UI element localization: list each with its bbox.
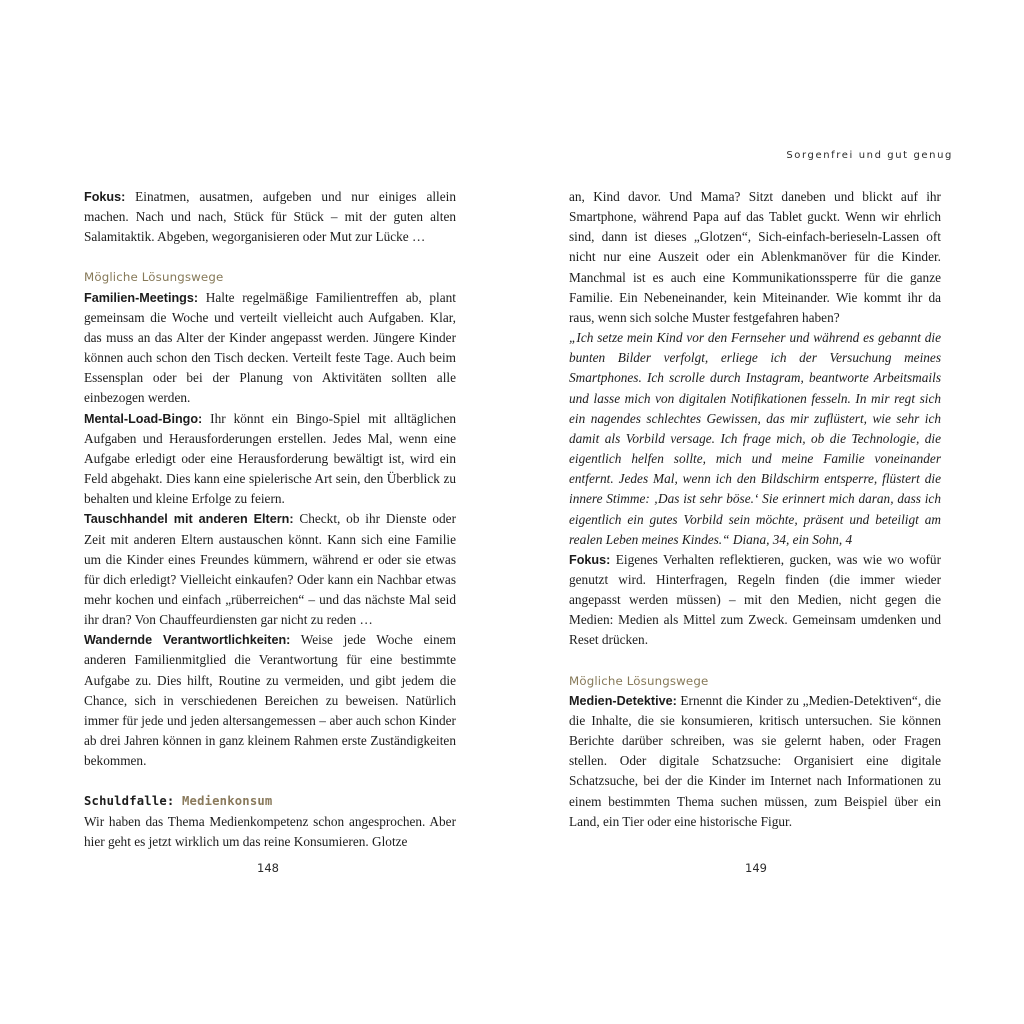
item-text: Halte regelmäßige Familientreffen ab, plant gemeinsam die Woche und verteilt vielleicht auch Aufgaben. Klar, das muss an das Alter der Kinder angepasst werden. Jüngere Kinder können auch schon den Tisch decken. Verteilt feste Tage. Auch beim Essensplan oder bei der Planung von Aktivitäten sollten alle einbezogen werden. xyxy=(84,289,456,406)
running-head: Sorgenfrei und gut genug xyxy=(786,150,953,161)
box-heading-accent: Medienkonsum xyxy=(182,794,273,809)
fokus-label: Fokus: xyxy=(84,190,126,204)
item-term: Familien-Meetings: xyxy=(84,290,199,305)
box-heading xyxy=(84,791,456,811)
item-term: Tauschhandel mit anderen Eltern: xyxy=(84,512,294,527)
testimonial-quote: „Ich setze mein Kind vor den Fernseher und während es gebannt die bunten Bilder verfolgt, erliege ich der Versuchung meines Smartphones. Ich scrolle durch Instagram, beantworte Arbeitsmails und lasse mich von digitalen Notifikationen fesseln. In mir regt sich ein nagendes schlechtes Gewissen, das mir zuflüstert, wie sehr ich damit als Vorbild versage. Ich frage mich, ob die Technologie, die eigentlich helfen sollte, mich und meine Familie voneinander entfernt. Jedes Mal, wenn ich den Bildschirm entsperre, flüstert die innere Stimme: ‚Das ist sehr böse.‘ Sie erinnert mich daran, dass ich eigentlich ein gutes Vorbild sein möchte, präsent und beteiligt am realen Leben meines Kindes.“ Diana, 34, ein Sohn, 4 xyxy=(569,330,941,547)
section-heading: Mögliche Lösungswege xyxy=(569,673,709,688)
item-text: Ernennt die Kinder zu „Medien-Detektiven“, die die Inhalte, die sie konsumieren, kritisch untersuchen. Sie können Berichte darüber schreiben, was sie gelernt haben, oder Fragen stellen. Oder digitale Schatzsuche: Organisiert eine digitale Schatzsuche, bei der die Kinder im Internet nach Informationen zu einem bestimmten Thema suchen müssen, zum Beispiel über ein Land, ein Tier oder eine historische Figur. xyxy=(569,692,941,829)
fokus-label: Fokus: xyxy=(569,552,611,567)
left-text-block xyxy=(84,187,456,852)
item-text: Ihr könnt ein Bingo-Spiel mit alltäglichen Aufgaben und Herausforderungen erstellen. Jedes Mal, wenn eine Aufgabe erledigt oder eine Herausforderung bewältigt ist, wird ein Feld abgehakt. Dies kann eine spielerische Art sein, den Überblick zu behalten und kleine Erfolge zu feiern. xyxy=(84,410,456,507)
fokus-paragraph xyxy=(84,187,456,247)
list-item xyxy=(84,409,456,510)
list-item xyxy=(84,288,456,409)
continuation-paragraph: an, Kind davor. Und Mama? Sitzt daneben und blickt auf ihr Smartphone, während Papa auf das Tablet guckt. Wenn wir ehrlich sind, dann ist dieses „Glotzen“, Sich-einfach-berieseln-Lassen oft nicht nur eine Auszeit oder ein Ablenkmanöver für die Kinder. Manchmal ist es auch eine Kommunikationssperre für die ganze Familie. Ein Nebeneinander, kein Miteinander. Wie kommt ihr da raus, wenn sich solche Muster festgefahren haben? xyxy=(569,189,941,325)
page-number-left: 148 xyxy=(257,861,279,875)
fokus-text: Eigenes Verhalten reflektieren, gucken, was wie wo wofür genutzt wird. Hinterfragen, Regeln finden (die immer wieder angepasst werden müssen) – mit den Medien, nicht gegen die Medien: Medien als Mittel zum Zweck. Gemeinsam umdenken und Reset drücken. xyxy=(569,551,941,648)
right-page xyxy=(512,0,1024,1024)
item-text: Checkt, ob ihr Dienste oder Zeit mit anderen Eltern austauschen könnt. Kann sich eine Familie um die Kinder eines Freundes kümmern, während er oder sie etwas für dich erledigt? Vielleicht einkaufen? Oder kann ein Nachbar etwas mehr kochen und einfach „rüberreichen“ – und das nächste Mal seid ihr dran? Von Chauffeurdiensten gar nicht zu reden … xyxy=(84,511,456,628)
box-heading-prefix: Schuldfalle: xyxy=(84,794,182,809)
fokus-text: Einatmen, ausatmen, aufgeben und nur einiges allein machen. Nach und nach, Stück für Stück – mit der guten alten Salamitaktik. Abgeben, wegorganisieren oder Mut zur Lücke … xyxy=(84,189,456,245)
list-item xyxy=(84,630,456,771)
item-term: Medien-Detektive: xyxy=(569,693,677,708)
item-term: Wandernde Verantwortlichkeiten: xyxy=(84,633,291,648)
list-item xyxy=(569,691,941,832)
section-heading: Mögliche Lösungswege xyxy=(84,270,224,285)
box-text: Wir haben das Thema Medienkompetenz schon angesprochen. Aber hier geht es jetzt wirklich um das reine Konsumieren. Glotze xyxy=(84,813,456,849)
item-text: Weise jede Woche einem anderen Familienmitglied die Verantwortung für eine bestimmte Aufgabe zu. Dies hilft, Routine zu vermeiden, und gibt jedem die Chance, sich in verschiedenen Bereichen zu beweisen. Natürlich immer für jede und jeden altersangemessen – aber auch schon Kinder ab drei Jahren können in ganz kleinem Rahmen erste Zuständigkeiten bekommen. xyxy=(84,632,456,769)
list-item xyxy=(84,509,456,630)
item-term: Mental-Load-Bingo: xyxy=(84,411,203,426)
page-number-right: 149 xyxy=(745,861,767,875)
right-text-block xyxy=(569,187,941,832)
fokus-paragraph xyxy=(569,550,941,651)
